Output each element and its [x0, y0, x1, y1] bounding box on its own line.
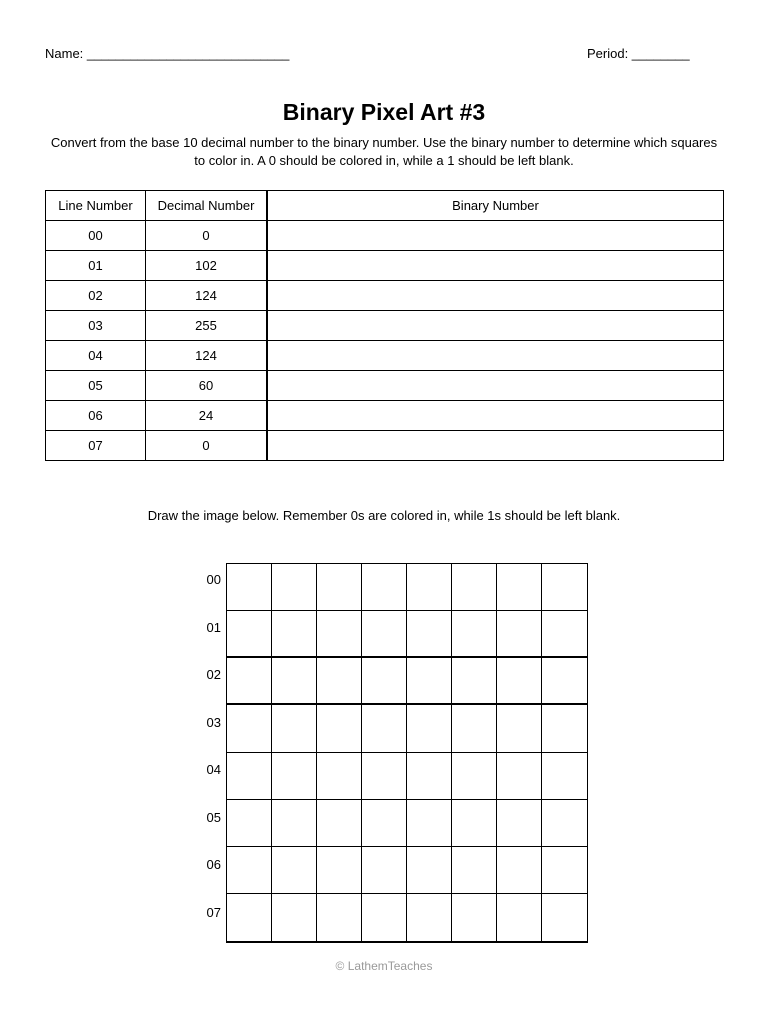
grid-row-label: 02: [206, 667, 221, 682]
pixel-cell[interactable]: [497, 800, 542, 847]
pixel-cell[interactable]: [497, 611, 542, 658]
pixel-cell[interactable]: [452, 564, 497, 611]
line-number-cell: 01: [46, 251, 146, 281]
pixel-cell[interactable]: [407, 611, 452, 658]
period-field[interactable]: Period: ________: [587, 46, 690, 61]
draw-instructions-text: Draw the image below. Remember 0s are colored in, while 1s should be left blank.: [147, 508, 621, 523]
pixel-cell[interactable]: [452, 611, 497, 658]
pixel-cell[interactable]: [497, 753, 542, 800]
pixel-cell[interactable]: [362, 847, 407, 894]
grid-row-label: 07: [206, 904, 221, 920]
line-number-cell: 04: [46, 341, 146, 371]
table-row: [46, 371, 724, 401]
pixel-cell[interactable]: [497, 564, 542, 611]
pixel-cell[interactable]: [542, 800, 587, 847]
pixel-cell[interactable]: [227, 847, 272, 894]
pixel-cell[interactable]: [317, 658, 362, 705]
binary-number-input-cell[interactable]: [267, 431, 724, 461]
pixel-cell[interactable]: [272, 658, 317, 705]
pixel-cell[interactable]: [272, 705, 317, 752]
decimal-number-cell: 0: [146, 221, 268, 251]
pixel-cell[interactable]: [317, 564, 362, 611]
binary-number-input-cell[interactable]: [267, 311, 724, 341]
pixel-cell[interactable]: [272, 611, 317, 658]
pixel-cell[interactable]: [317, 753, 362, 800]
table-row: [46, 221, 724, 251]
pixel-cell[interactable]: [362, 611, 407, 658]
pixel-cell[interactable]: [542, 705, 587, 752]
binary-number-input-cell[interactable]: [267, 221, 724, 251]
pixel-cell[interactable]: [317, 705, 362, 752]
pixel-cell[interactable]: [542, 847, 587, 894]
table-row: [46, 341, 724, 371]
pixel-cell[interactable]: [407, 658, 452, 705]
binary-number-input-cell[interactable]: [267, 341, 724, 371]
instructions-text: Convert from the base 10 decimal number to the binary number. Use the binary number to determine which squares to color in. A 0 should be colored in, while a 1 should be left blank.: [50, 135, 718, 168]
binary-number-input-cell[interactable]: [267, 281, 724, 311]
pixel-cell[interactable]: [272, 894, 317, 941]
pixel-cell[interactable]: [227, 753, 272, 800]
pixel-cell[interactable]: [452, 753, 497, 800]
column-header-binary-number: Binary Number: [267, 191, 724, 221]
binary-number-input-cell[interactable]: [267, 401, 724, 431]
pixel-cell[interactable]: [317, 800, 362, 847]
pixel-cell[interactable]: [542, 894, 587, 941]
pixel-cell[interactable]: [227, 564, 272, 611]
line-number-cell: 05: [46, 371, 146, 401]
pixel-cell[interactable]: [452, 705, 497, 752]
pixel-cell[interactable]: [317, 611, 362, 658]
pixel-grid: [226, 563, 588, 943]
pixel-cell[interactable]: [272, 753, 317, 800]
grid-row-label: 00: [206, 572, 221, 587]
pixel-cell[interactable]: [227, 611, 272, 658]
pixel-cell[interactable]: [497, 894, 542, 941]
pixel-cell[interactable]: [497, 658, 542, 705]
line-number-cell: 00: [46, 221, 146, 251]
line-number-cell: 03: [46, 311, 146, 341]
copyright-footer: © LathemTeaches: [335, 959, 433, 973]
pixel-cell[interactable]: [407, 847, 452, 894]
name-field[interactable]: Name: ____________________________: [45, 46, 290, 61]
table-row: [46, 401, 724, 431]
pixel-cell[interactable]: [542, 611, 587, 658]
pixel-cell[interactable]: [407, 753, 452, 800]
table-row: [46, 251, 724, 281]
decimal-number-cell: 0: [146, 431, 268, 461]
pixel-cell[interactable]: [542, 658, 587, 705]
decimal-number-cell: 124: [146, 281, 268, 311]
pixel-cell[interactable]: [452, 800, 497, 847]
pixel-cell[interactable]: [362, 705, 407, 752]
decimal-number-cell: 60: [146, 371, 268, 401]
decimal-number-cell: 255: [146, 311, 268, 341]
binary-number-input-cell[interactable]: [267, 251, 724, 281]
pixel-cell[interactable]: [317, 847, 362, 894]
grid-row-label: 01: [206, 619, 221, 635]
page-title: Binary Pixel Art #3: [282, 99, 486, 125]
grid-row-label: 04: [206, 762, 221, 777]
column-header-decimal-number: Decimal Number: [146, 191, 268, 221]
pixel-cell[interactable]: [362, 564, 407, 611]
pixel-cell[interactable]: [452, 847, 497, 894]
table-header-row: [46, 191, 724, 221]
line-number-cell: 06: [46, 401, 146, 431]
grid-row-label: 06: [206, 857, 221, 872]
pixel-cell[interactable]: [362, 800, 407, 847]
decimal-number-cell: 102: [146, 251, 268, 281]
pixel-cell[interactable]: [542, 564, 587, 611]
pixel-cell[interactable]: [272, 564, 317, 611]
pixel-cell[interactable]: [542, 753, 587, 800]
pixel-cell[interactable]: [407, 894, 452, 941]
line-number-cell: 07: [46, 431, 146, 461]
pixel-cell[interactable]: [362, 894, 407, 941]
pixel-cell[interactable]: [362, 658, 407, 705]
grid-row-labels: [195, 563, 221, 943]
pixel-cell[interactable]: [227, 894, 272, 941]
pixel-cell[interactable]: [362, 753, 407, 800]
pixel-cell[interactable]: [227, 705, 272, 752]
table-row: [46, 281, 724, 311]
column-header-line-number: Line Number: [46, 191, 146, 221]
table-row: [46, 311, 724, 341]
table-row: [46, 431, 724, 461]
binary-number-input-cell[interactable]: [267, 371, 724, 401]
pixel-cell[interactable]: [452, 658, 497, 705]
decimal-number-cell: 124: [146, 341, 268, 371]
pixel-cell[interactable]: [227, 800, 272, 847]
pixel-cell[interactable]: [317, 894, 362, 941]
pixel-cell[interactable]: [272, 800, 317, 847]
pixel-cell[interactable]: [227, 658, 272, 705]
grid-row-label: 03: [206, 714, 221, 730]
pixel-cell[interactable]: [407, 705, 452, 752]
line-number-cell: 02: [46, 281, 146, 311]
grid-row-label: 05: [206, 809, 221, 825]
pixel-cell[interactable]: [272, 847, 317, 894]
conversion-table: [45, 190, 724, 461]
pixel-cell[interactable]: [407, 564, 452, 611]
pixel-cell[interactable]: [407, 800, 452, 847]
pixel-cell[interactable]: [497, 705, 542, 752]
pixel-cell[interactable]: [497, 847, 542, 894]
pixel-cell[interactable]: [452, 894, 497, 941]
decimal-number-cell: 24: [146, 401, 268, 431]
